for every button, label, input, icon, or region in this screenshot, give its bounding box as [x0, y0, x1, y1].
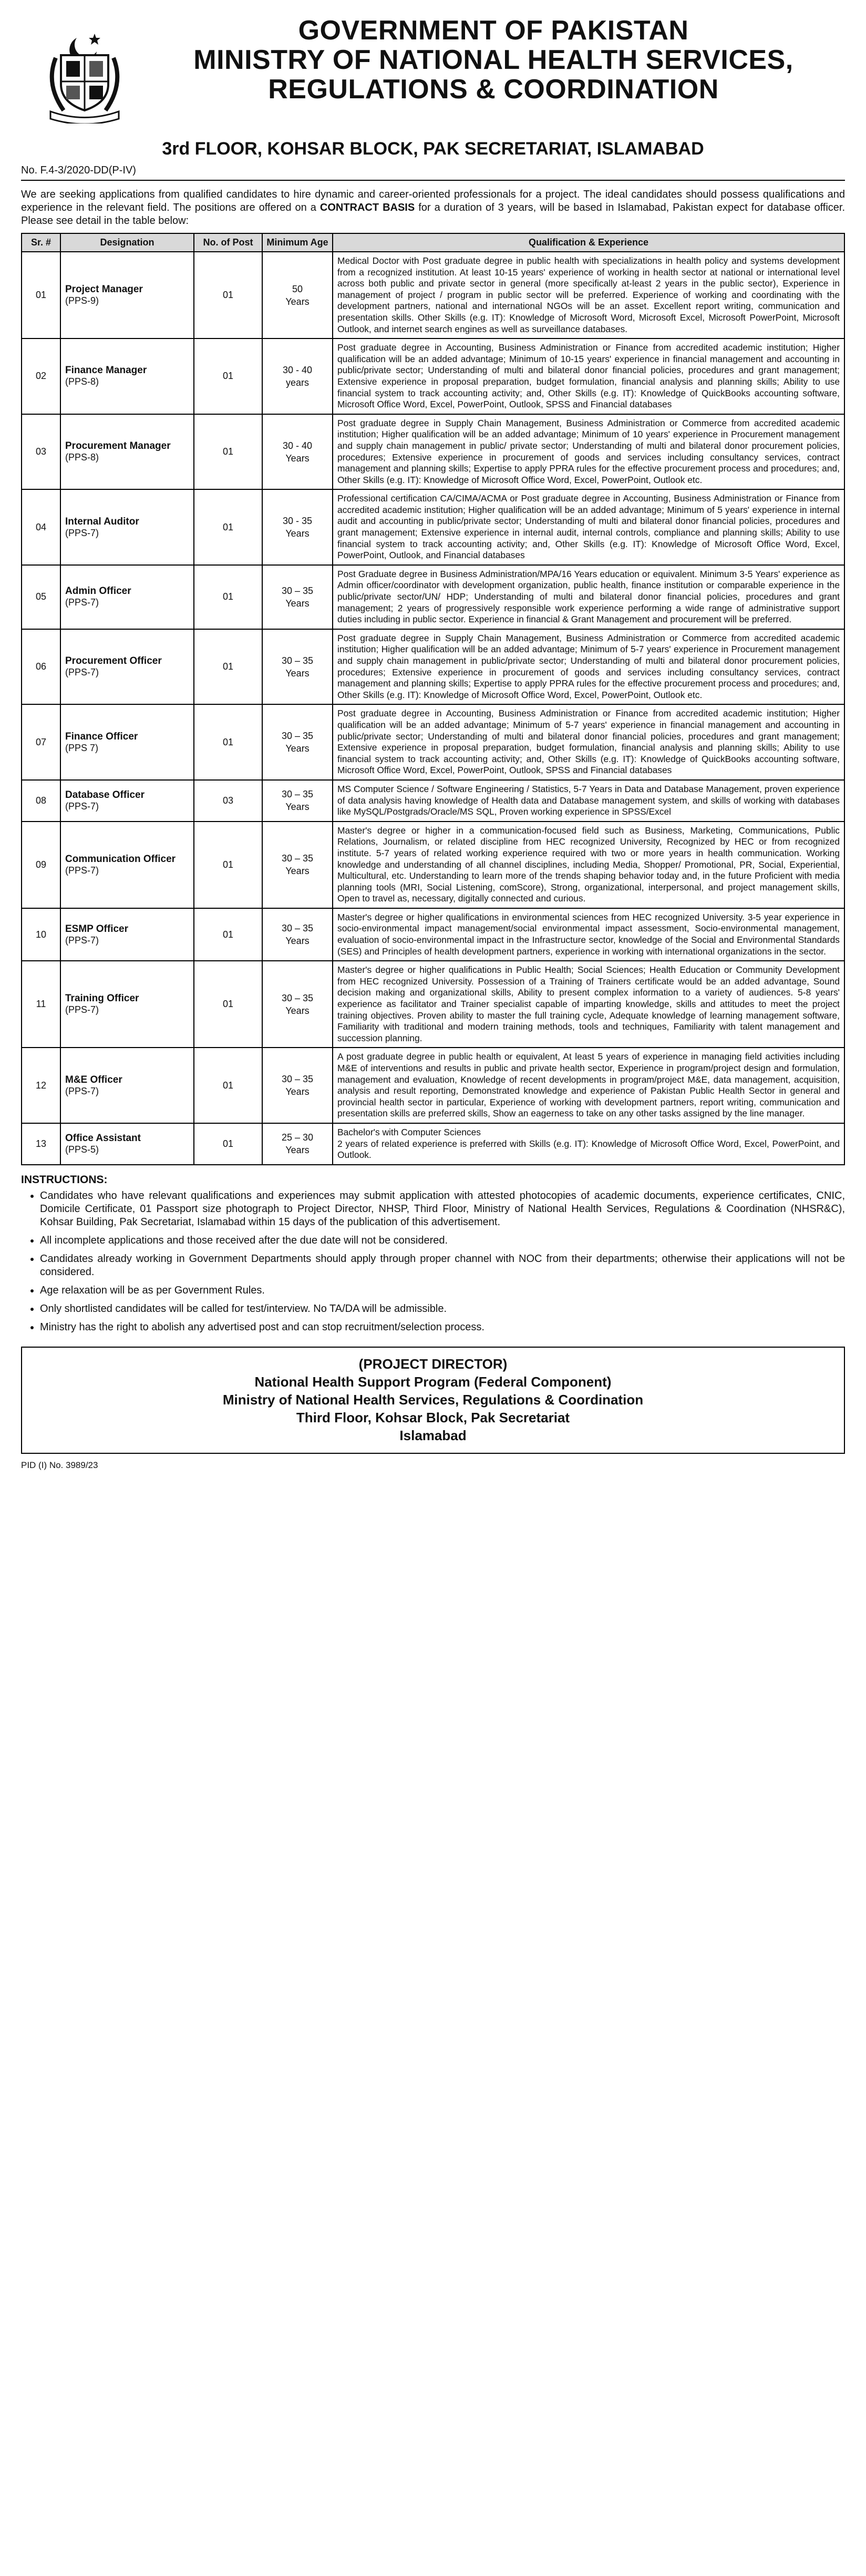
designation-pps: (PPS-7): [65, 935, 99, 946]
row-age: [262, 338, 333, 414]
row-sr: 07: [22, 704, 60, 780]
header-qualification: Qualification & Experience: [333, 233, 844, 252]
instruction-item: • Age relaxation will be as per Government Rules.: [40, 1284, 845, 1297]
age-unit: Years: [285, 743, 310, 754]
row-designation: [60, 780, 194, 822]
row-designation: [60, 414, 194, 490]
designation-title: M&E Officer: [65, 1074, 122, 1085]
row-sr: 10: [22, 908, 60, 961]
designation-title: Finance Officer: [65, 731, 138, 742]
row-qualification: Medical Doctor with Post graduate degree in public health with specializations in health policy and systems development from a recognized institution. At least 10-15 years' experience of working in health sector at national or international level across both public and private sector in general (more specifically at-least 2 years in the public sector), Experience in management of project / program in public sector will be preferred. Experience of working and coordinating with the development partners, national and international NGOs will be an asset. Excellent report writing, communication and presentation skills. Other Skills (e.g. IT): Knowledge of Microsoft Word, Microsoft Excel, Microsoft PowerPoint, Microsoft Outlook, and internet search engines as well as surveillance databases.: [333, 252, 844, 338]
row-qualification: Bachelor's with Computer Sciences 2 years of related experience is preferred with Skills (e.g. IT): Knowledge of Microsoft Office Word, Excel, PowerPoint, and Outlook.: [333, 1123, 844, 1165]
instruction-item: • Candidates who have relevant qualifications and experiences may submit application with attested photocopies of academic documents, experience certificates, CNIC, Domicile Certificate, 01 Passport size photograph to Project Director, NHSP, Third Floor, Ministry of National Health Services, Regulations & Coordination (NHSR&C), Kohsar Building, Pak Secretariat, Islamabad within 15 days of the publication of this advertisement.: [40, 1189, 845, 1229]
age-range: 30 - 40: [282, 364, 313, 375]
age-range: 30 – 35: [281, 789, 314, 800]
row-sr: 02: [22, 338, 60, 414]
instruction-item: • All incomplete applications and those received after the due date will not be considered.: [40, 1234, 845, 1247]
age-unit: years: [285, 377, 309, 388]
footer-line-3: Ministry of National Health Services, Regulations & Coordination: [222, 1391, 644, 1408]
pakistan-emblem-icon: [40, 26, 129, 124]
row-posts: 01: [194, 629, 262, 705]
footer-line-1: (PROJECT DIRECTOR): [358, 1356, 508, 1372]
table-row: [22, 629, 844, 705]
age-unit: Years: [285, 453, 310, 464]
row-designation: [60, 1048, 194, 1123]
designation-pps: (PPS-7): [65, 597, 99, 608]
row-qualification: Post graduate degree in Supply Chain Management, Business Administration or Commerce from accredited academic institution; Higher qualification will be an added advantage; Minimum of 5-7 years' experience in Procurement management and supply chain management in public/private sector; Understanding of multi and bilateral donor procurement policies, procedures; Extensive experience in procurement of goods and services including consultancy services, contract management and planning skills; Expertise to apply PPRA rules for the effective procurement process and procedures; and, Other Skills (e.g. IT): Knowledge of Microsoft Office Word, Excel, PowerPoint, Outlook etc.: [333, 629, 844, 705]
row-age: [262, 489, 333, 565]
table-row: [22, 822, 844, 908]
row-age: [262, 822, 333, 908]
age-unit: Years: [285, 802, 310, 813]
table-row: [22, 1048, 844, 1123]
row-designation: [60, 961, 194, 1048]
row-sr: 09: [22, 822, 60, 908]
designation-title: Procurement Manager: [65, 440, 171, 451]
row-sr: 13: [22, 1123, 60, 1165]
footer-line-5: Islamabad: [399, 1427, 467, 1443]
row-designation: [60, 565, 194, 629]
row-posts: 01: [194, 565, 262, 629]
footer-line-4: Third Floor, Kohsar Block, Pak Secretariat: [296, 1409, 570, 1425]
age-unit: Years: [285, 866, 310, 877]
designation-pps: (PPS-5): [65, 1144, 99, 1155]
age-range: 50: [292, 283, 303, 294]
age-range: 30 – 35: [281, 853, 314, 864]
table-row: [22, 704, 844, 780]
designation-pps: (PPS-7): [65, 667, 99, 678]
age-unit: Years: [285, 1145, 310, 1156]
row-sr: 01: [22, 252, 60, 338]
advertisement-page: [21, 16, 845, 1471]
row-posts: 01: [194, 489, 262, 565]
age-range: 30 – 35: [281, 923, 314, 934]
header-age: Minimum Age: [262, 233, 333, 252]
age-range: 25 – 30: [281, 1132, 314, 1143]
row-posts: 01: [194, 961, 262, 1048]
age-unit: Years: [285, 598, 310, 609]
row-posts: 01: [194, 908, 262, 961]
header-address: 3rd FLOOR, KOHSAR BLOCK, PAK SECRETARIAT, ISLAMABAD: [162, 139, 704, 159]
row-age: [262, 780, 333, 822]
row-age: [262, 1123, 333, 1165]
designation-pps: (PPS 7): [65, 742, 99, 753]
row-designation: [60, 908, 194, 961]
table-row: [22, 780, 844, 822]
instruction-item: • Ministry has the right to abolish any advertised post and can stop recruitment/selection process.: [40, 1321, 845, 1334]
row-age: [262, 1048, 333, 1123]
row-designation: [60, 1123, 194, 1165]
row-sr: 11: [22, 961, 60, 1048]
row-qualification: MS Computer Science / Software Engineering / Statistics, 5-7 Years in Data and Database Management, proven experience of data analysis having knowledge of Health data and Database management system, and skills of working with databases like MySQL/Postgrads/Oracle/MS SQL, Proven working experience in SPSS/Excel: [333, 780, 844, 822]
designation-title: Admin Officer: [65, 586, 131, 597]
row-designation: [60, 704, 194, 780]
row-designation: [60, 629, 194, 705]
signature-block: [21, 1347, 845, 1454]
instruction-item: • Only shortlisted candidates will be called for test/interview. No TA/DA will be admissible.: [40, 1302, 845, 1316]
row-posts: 01: [194, 338, 262, 414]
header-designation: Designation: [60, 233, 194, 252]
age-unit: Years: [285, 668, 310, 679]
header-line-3: REGULATIONS & COORDINATION: [268, 74, 719, 105]
header-line-2: MINISTRY OF NATIONAL HEALTH SERVICES,: [193, 45, 793, 75]
row-posts: 01: [194, 1123, 262, 1165]
age-range: 30 – 35: [281, 992, 314, 1003]
row-sr: 04: [22, 489, 60, 565]
designation-title: Training Officer: [65, 993, 139, 1004]
row-qualification: Master's degree or higher in a communication-focused field such as Business, Marketing, Communications, Public Relations, Journalism, or related discipline from HEC recognized University, Recognized by HEC or from recognized institute. 5-7 years of related working experience required with two or more years in health communication. Working knowledge and understanding of all channel disciplines, including Media, Shopper/ Promotional, PR, Social, Experiential, Multicultural, etc. Understanding to learn more of the trends shaping behavior today and, in the future Proficient with media planning tools (MRI, Social Listening, comScore), Strong, organizational, interpersonal, and project management skills, Open to travel as, necessary, digitally connected and curious.: [333, 822, 844, 908]
intro-part-2: for a duration of 3 years, will be based in Islamabad, Pakistan expect for database officer. Please see detail in the table below:: [21, 202, 846, 227]
age-unit: Years: [285, 296, 310, 307]
row-qualification: Master's degree or higher qualifications in Public Health; Social Sciences; Health Education or Community Development from HEC recognized University. Possession of a Training of Trainers certificate would be an added advantage, Sound decision making and organizational skills, Ability to present complex information to a variety of audiences. 5-8 years' experience as facilitator and Trainer specialist capable of imparting knowledge, skills and attitudes to meet the project training objectives. Proven ability to master the full training cycle, Adequate knowledge of learning management software, Familiarity with traditional and modern training methods, tools and techniques, Familiarity with talent management and succession planning.: [333, 961, 844, 1048]
row-posts: 03: [194, 780, 262, 822]
table-row: [22, 252, 844, 338]
header-sr: Sr. #: [22, 233, 60, 252]
header-posts: No. of Post: [194, 233, 262, 252]
row-posts: 01: [194, 1048, 262, 1123]
row-posts: 01: [194, 822, 262, 908]
header-line-1: GOVERNMENT OF PAKISTAN: [298, 15, 689, 46]
age-unit: Years: [285, 936, 310, 947]
intro-contract-basis: CONTRACT BASIS: [319, 202, 415, 213]
row-age: [262, 565, 333, 629]
reference-number: No. F.4-3/2020-DD(P-IV): [21, 165, 845, 181]
positions-table: [21, 233, 845, 1165]
designation-pps: (PPS-7): [65, 800, 99, 812]
title-block: [142, 16, 845, 104]
designation-pps: (PPS-8): [65, 376, 99, 387]
row-age: [262, 961, 333, 1048]
row-sr: 06: [22, 629, 60, 705]
age-unit: Years: [285, 528, 310, 539]
row-age: [262, 908, 333, 961]
row-designation: [60, 338, 194, 414]
header: [21, 16, 845, 137]
row-age: [262, 414, 333, 490]
designation-pps: (PPS-7): [65, 865, 99, 876]
row-posts: 01: [194, 704, 262, 780]
row-qualification: Professional certification CA/CIMA/ACMA or Post graduate degree in Accounting, Business Administration or Finance from accredited academic institution; Higher qualification will be an added advantage; Minimum of 5 years' experience in internal audit and accounting in public/private sector; Understanding of multi and bilateral donor financial policies, procedures and grant management; Extensive experience in internal audit, internal controls, compliance and planning skills; Ability to use financial system to track accounting activity; and, Other Skills (e.g. IT): Knowledge of Microsoft Office Word, Excel, PowerPoint, Outlook, and Financial databases: [333, 489, 844, 565]
row-qualification: Post graduate degree in Accounting, Business Administration or Finance from accredited academic institution; Higher qualification will be an added advantage; Minimum of 5-7 years' experience in financial management and accounting in public/private sector; Understanding of multi and bilateral donor financial policies, procedures and grant management; Extensive experience in proposal preparation, budget formulation, financial analysis and planning skills; Ability to use financial system to track accounting activity; and, Other Skills (e.g. IT): Knowledge of QuickBooks accounting software, Microsoft Office Word, Excel, PowerPoint, Outlook, SPSS and Financial databases: [333, 704, 844, 780]
table-row: [22, 961, 844, 1048]
table-row: [22, 338, 844, 414]
table-row: [22, 565, 844, 629]
age-range: 30 – 35: [281, 655, 314, 666]
instructions-heading: INSTRUCTIONS:: [21, 1173, 108, 1186]
row-qualification: Post Graduate degree in Business Administration/MPA/16 Years education or equivalent. Minimum 3-5 Years' experience as Admin officer/coordinator with development organization, public health, finance institution or comparable experience in the public/private sector/UN/ HDP; Understanding of multi and bilateral donor financial policies, procedures and grant management; 2 years of progressively responsible work experience performing a wide range of administrative support duties including in public sector. Experience in financial & Grant Management and procurement will be preferred.: [333, 565, 844, 629]
instructions-list: [21, 1189, 845, 1334]
row-posts: 01: [194, 252, 262, 338]
designation-title: Finance Manager: [65, 365, 147, 376]
row-age: [262, 704, 333, 780]
age-range: 30 – 35: [281, 1074, 314, 1085]
age-unit: Years: [285, 1005, 310, 1016]
row-posts: 01: [194, 414, 262, 490]
designation-pps: (PPS-7): [65, 1085, 99, 1096]
table-row: [22, 908, 844, 961]
table-row: [22, 1123, 844, 1165]
row-sr: 05: [22, 565, 60, 629]
pid-number: PID (I) No. 3989/23: [21, 1460, 98, 1470]
designation-pps: (PPS-7): [65, 527, 99, 538]
designation-title: ESMP Officer: [65, 923, 129, 935]
row-designation: [60, 489, 194, 565]
row-age: [262, 629, 333, 705]
table-body: [22, 252, 844, 1165]
table-header-row: [22, 233, 844, 252]
age-range: 30 - 35: [282, 516, 313, 527]
footer-line-2: National Health Support Program (Federal Component): [254, 1373, 612, 1390]
designation-title: Internal Auditor: [65, 516, 139, 527]
row-sr: 03: [22, 414, 60, 490]
row-qualification: Post graduate degree in Accounting, Business Administration or Finance from accredited academic institution; Higher qualification will be an added advantage; Minimum of 10-15 years' experience in financial management and accounting in public/private sector; Understanding of multi and bilateral donor financial policies, procedures and grant management; Extensive experience in proposal preparation, budget formulation, financial analysis and planning skills; Ability to use financial system to track accounting activity; and, Other Skills (e.g. IT): Knowledge of QuickBooks accounting software, Microsoft Office Word, Excel, PowerPoint, Outlook, SPSS and Financial databases: [333, 338, 844, 414]
designation-pps: (PPS-7): [65, 1004, 99, 1015]
age-unit: Years: [285, 1086, 310, 1097]
designation-pps: (PPS-9): [65, 295, 99, 306]
instruction-item: • Candidates already working in Government Departments should apply through proper channel with NOC from their departments; otherwise their applications will not be considered.: [40, 1253, 845, 1279]
intro-paragraph: [21, 188, 845, 228]
row-sr: 08: [22, 780, 60, 822]
row-age: [262, 252, 333, 338]
row-qualification: A post graduate degree in public health or equivalent, At least 5 years of experience in managing field activities including M&E of interventions and results in public and private health sector, Experience in program/project design and formulation, management and evaluation, Knowledge of recent developments in program/project M&E, data management, acquisition, analysis and result reporting, Demonstrated knowledge and experience of Pakistan Public Health Sector in general and provincial health sector in particular, Experience of working with development partners, report writing, communication and presentation skills are preferred skills, Show an eagerness to take on any other tasks assigned by the line manager.: [333, 1048, 844, 1123]
row-sr: 12: [22, 1048, 60, 1123]
age-range: 30 – 35: [281, 585, 314, 596]
designation-title: Procurement Officer: [65, 655, 162, 667]
row-qualification: Post graduate degree in Supply Chain Management, Business Administration or Commerce from accredited academic institution; Higher qualification will be an added advantage; Minimum of 10 years' experience in Procurement management and supply chain management in public/ private sector; Understanding of multi and bilateral donor procurement policies, procedures; Extensive experience in procurement of goods and services including consultancy services, contract management and planning skills; Expertise to apply PPRA rules for the effective procurement process and procedures; and, Other Skills (e.g. IT): Knowledge of Microsoft Office Word, Excel, PowerPoint, Outlook etc.: [333, 414, 844, 490]
designation-title: Project Manager: [65, 284, 143, 295]
age-range: 30 – 35: [281, 731, 314, 742]
row-designation: [60, 252, 194, 338]
age-range: 30 - 40: [282, 440, 313, 451]
row-designation: [60, 822, 194, 908]
designation-title: Communication Officer: [65, 853, 176, 865]
designation-pps: (PPS-8): [65, 452, 99, 463]
designation-title: Database Officer: [65, 789, 145, 800]
row-qualification: Master's degree or higher qualifications in environmental sciences from HEC recognized University. 3-5 year experience in socio-environmental impact management/social environmental impact assessment, Socio-environmental management, evaluation of socio-environmental impact in the Infrastructure sector, knowledge of the Social and Environmental Standards (SES) and Principles of health development partners, experience in working with international organizations in the sector.: [333, 908, 844, 961]
table-row: [22, 414, 844, 490]
designation-title: Office Assistant: [65, 1132, 141, 1144]
table-row: [22, 489, 844, 565]
intro-part-1: We are seeking applications from qualified candidates to hire dynamic and career-oriented professionals for a project. The ideal candidates should possess qualifications and experience in the relevant field. The positions are offered on a: [21, 189, 845, 213]
